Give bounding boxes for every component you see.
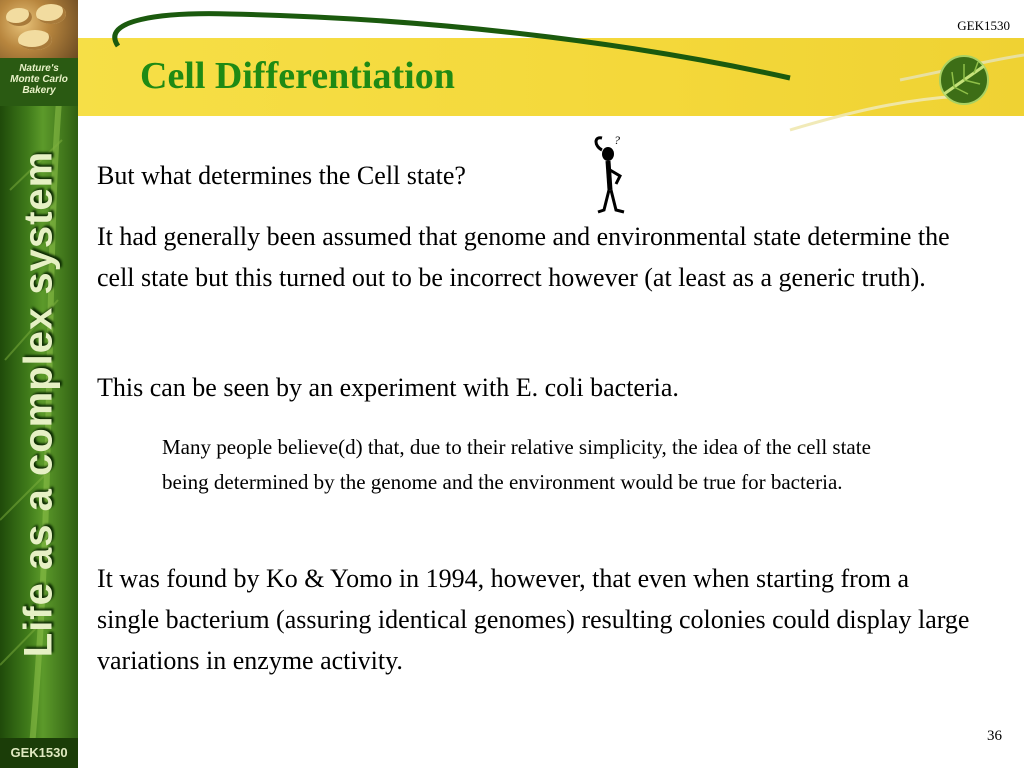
paragraph-experiment: This can be seen by an experiment with E. coli bacteria. (97, 373, 679, 402)
vertical-title-text: Life as a complex system (16, 150, 61, 658)
course-code: GEK1530 (957, 18, 1010, 33)
paragraph-ko-yomo-finding: It was found by Ko & Yomo in 1994, however, that even when starting from a single bacterium (assuring identical genomes) resulting colonies could display large variations in enzyme activity. (97, 564, 970, 675)
bakery-label-line: Bakery (22, 85, 56, 96)
question-mark-icon: ? (614, 133, 620, 147)
paragraph-genome-assumption: It had generally been assumed that genome and environmental state determine the cell state but this turned out to be incorrect however (at least as a generic truth). (97, 222, 950, 292)
sidebar-course-code: GEK1530 (0, 738, 78, 768)
bakery-label-line: Nature's (19, 63, 59, 74)
thinking-person-icon (590, 132, 630, 216)
page-number: 36 (987, 728, 1002, 744)
page-title: Cell Differentiation (140, 55, 455, 97)
paragraph-bacteria-belief: Many people believe(d) that, due to their relative simplicity, the idea of the cell state being determined by the genome and the environment would be true for bacteria. (162, 435, 871, 494)
leaf-icon (938, 54, 990, 106)
bakery-label-line: Monte Carlo (10, 74, 68, 85)
question-text: But what determines the Cell state? (97, 161, 466, 190)
